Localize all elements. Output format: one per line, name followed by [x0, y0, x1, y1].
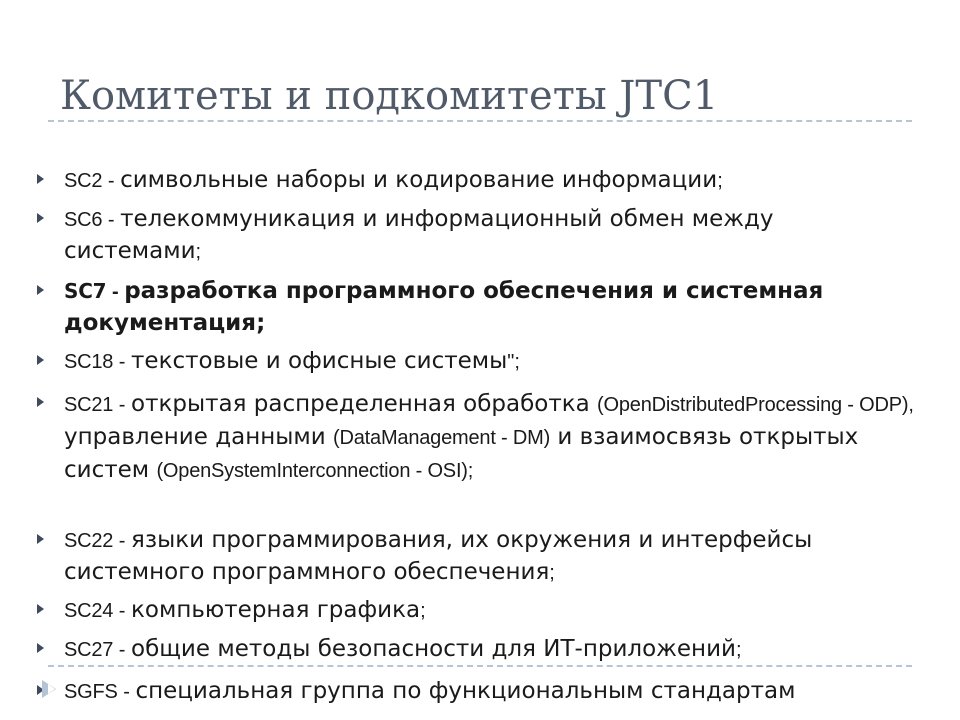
item-text: символьные наборы и кодирование информации — [120, 167, 718, 193]
item-end: ; — [195, 241, 202, 263]
item-code: SC6 — [64, 209, 103, 231]
list-item-sc2 — [64, 165, 914, 197]
item-separator: - — [113, 530, 132, 552]
list-item-sc6 — [64, 204, 914, 268]
item-code: SGFS — [64, 681, 118, 703]
bullet-icon — [37, 174, 44, 184]
item-abbrev: (OpenDistributedProcessing - ODP), — [597, 394, 914, 416]
list-item-sgfs — [64, 676, 914, 708]
item-text: специальная группа по функциональным стандартам — [135, 678, 796, 704]
item-abbrev: (OpenSystemInterconnection - OSI); — [156, 460, 474, 482]
item-text: управление данными — [64, 424, 326, 450]
item-text: телекоммуникация и информационный обмен между системами — [64, 206, 774, 264]
item-separator: - — [113, 600, 132, 622]
item-end: ; — [256, 310, 266, 336]
item-code: SC27 — [64, 639, 114, 661]
slide-title: Комитеты и подкомитеты JTC1 — [60, 73, 719, 119]
item-text: текстовые и офисные системы — [131, 348, 508, 374]
bullet-icon — [37, 285, 44, 295]
item-code: SC22 — [64, 530, 114, 552]
list-item-sc24 — [64, 595, 914, 627]
bullet-icon — [37, 355, 44, 365]
item-text: языки программирования, — [131, 527, 453, 553]
item-separator: - — [113, 351, 132, 373]
item-separator: - — [113, 394, 132, 416]
footer-divider — [48, 665, 912, 667]
item-text: общие методы безопасности для ИТ-приложений — [131, 636, 736, 662]
slide-marker-icon — [42, 680, 56, 698]
item-end: ; — [549, 562, 555, 584]
item-separator: - — [102, 170, 121, 192]
item-text: разработка программного обеспечения и системная документация — [64, 278, 824, 336]
list-item-sc22 — [64, 525, 914, 589]
item-text: их окружения и интерфейсы системного программного обеспечения — [64, 527, 813, 585]
item-end: ; — [735, 639, 742, 661]
list-item-sc18 — [64, 346, 914, 378]
list-item-sc21 — [64, 388, 914, 487]
bullet-icon — [37, 397, 44, 407]
list-item-sc7 — [64, 276, 914, 339]
list-item-sc27 — [64, 634, 914, 666]
item-end: ; — [420, 600, 426, 622]
item-separator: - — [106, 281, 125, 303]
item-abbrev: (DataManagement - DM) — [333, 427, 551, 449]
item-code: SC2 — [64, 170, 103, 192]
item-code: SC24 — [64, 600, 114, 622]
bullet-icon — [37, 534, 44, 544]
bullet-icon — [37, 604, 44, 614]
bullet-icon — [37, 213, 44, 223]
item-end: ; — [717, 170, 723, 192]
item-text: компьютерная графика — [131, 597, 421, 623]
item-text: и взаимосвязь открытых систем — [64, 424, 859, 483]
item-code: SC7 — [64, 279, 107, 303]
item-code: SC18 — [64, 351, 114, 373]
item-text: открытая распределенная обработка — [131, 391, 590, 417]
bullet-icon — [37, 643, 44, 653]
item-separator: - — [117, 681, 136, 703]
item-code: SC21 — [64, 394, 114, 416]
item-separator: - — [102, 209, 121, 231]
item-end: "; — [507, 351, 520, 373]
item-separator: - — [113, 639, 132, 661]
